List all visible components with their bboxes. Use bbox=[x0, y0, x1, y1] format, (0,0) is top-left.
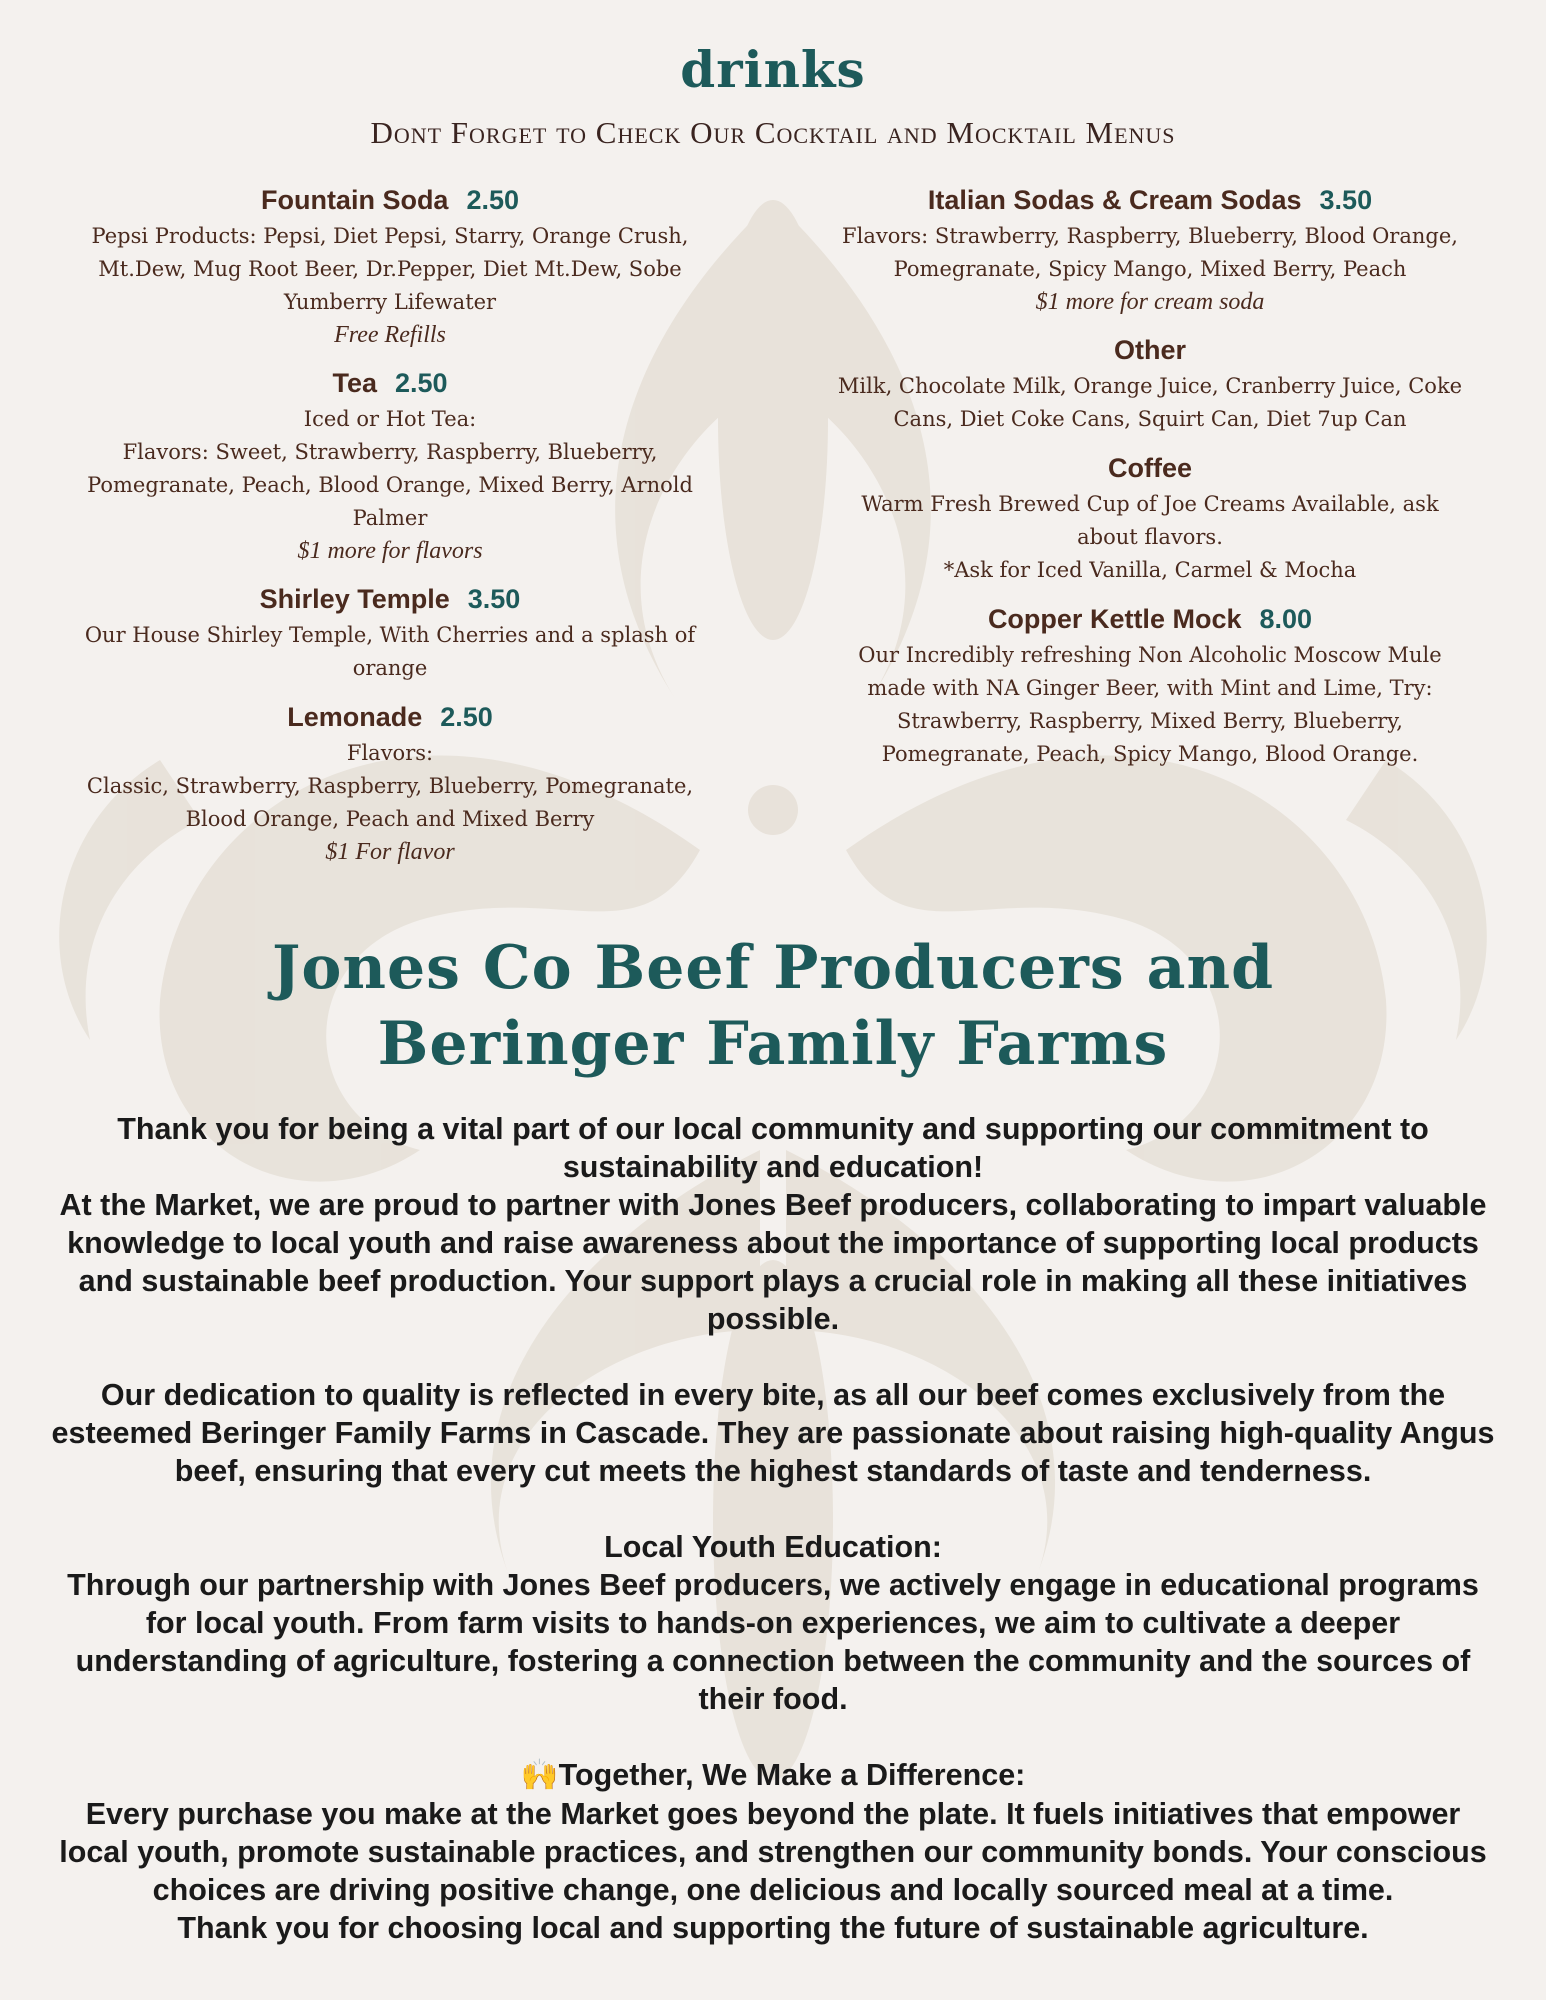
menu-item-header bbox=[60, 579, 720, 619]
menu-item-description: made with NA Ginger Beer, with Mint and Lime, Try: bbox=[867, 676, 1433, 700]
difference-heading: 🙌Together, We Make a Difference: bbox=[520, 1758, 1026, 1793]
menu-item bbox=[60, 180, 720, 351]
menu-item-description: Warm Fresh Brewed Cup of Joe Creams Available, ask bbox=[861, 492, 1439, 516]
about-text-line: choices are driving positive change, one delicious and locally sourced meal at a time. bbox=[152, 1873, 1394, 1907]
menu-item-name: Shirley Temple bbox=[259, 584, 450, 614]
about-paragraph-difference bbox=[30, 1756, 1516, 1947]
partners-heading-line: Beringer Family Farms bbox=[377, 1009, 1169, 1079]
menu-item-description: Iced or Hot Tea: bbox=[303, 407, 477, 431]
menu-item-description: Strawberry, Raspberry, Mixed Berry, Blueberry, bbox=[897, 709, 1403, 733]
menu-item-header bbox=[810, 180, 1490, 220]
drinks-subtitle: Dont Forget to Check Our Cocktail and Mocktail Menus bbox=[370, 115, 1176, 150]
menu-item bbox=[60, 697, 720, 868]
about-text-line: beef, ensuring that every cut meets the highest standards of taste and tenderness. bbox=[174, 1454, 1372, 1488]
about-text-line: Thank you for choosing local and supporting the future of sustainable agriculture. bbox=[177, 1911, 1369, 1945]
partners-heading-line: Jones Co Beef Producers and bbox=[271, 933, 1275, 1003]
menu-item-description: Palmer bbox=[352, 506, 428, 530]
drinks-heading: drinks bbox=[680, 40, 866, 99]
menu-item-header bbox=[60, 697, 720, 737]
about-text-line: At the Market, we are proud to partner with Jones Beef producers, collaborating to impart valuable bbox=[59, 1188, 1487, 1222]
menu-item-description: about flavors. bbox=[1077, 525, 1223, 549]
menu-item-note: $1 For flavor bbox=[325, 839, 455, 865]
menu-item bbox=[60, 579, 720, 685]
menu-item-name: Italian Sodas & Cream Sodas bbox=[927, 185, 1302, 215]
menu-item-name: Coffee bbox=[1107, 453, 1192, 483]
menu-item-description: *Ask for Iced Vanilla, Carmel & Mocha bbox=[943, 558, 1357, 582]
about-paragraph-quality bbox=[30, 1376, 1516, 1490]
drinks-left-column bbox=[60, 180, 720, 880]
about-text-line: local youth, promote sustainable practices, and strengthen our community bonds. Your conscious bbox=[59, 1835, 1487, 1869]
menu-item-name: Tea bbox=[332, 368, 377, 398]
about-text-line: Our dedication to quality is reflected in every bite, as all our beef comes exclusively from the bbox=[100, 1378, 1446, 1412]
menu-item-price: 3.50 bbox=[467, 584, 521, 614]
partners-heading bbox=[0, 930, 1546, 1082]
menu-item bbox=[810, 599, 1490, 771]
menu-item-description: Milk, Chocolate Milk, Orange Juice, Cranberry Juice, Coke bbox=[837, 374, 1463, 398]
raised-hands-icon: 🙌 bbox=[520, 1758, 559, 1793]
about-paragraph-youth bbox=[30, 1528, 1516, 1718]
menu-item-header bbox=[810, 330, 1490, 370]
menu-item-name: Copper Kettle Mock bbox=[987, 604, 1242, 634]
menu-item-header bbox=[810, 448, 1490, 488]
menu-item bbox=[810, 330, 1490, 436]
about-paragraph-thanks bbox=[30, 1110, 1516, 1338]
about-text-line: for local youth. From farm visits to hands-on experiences, we aim to cultivate a deeper bbox=[145, 1606, 1401, 1640]
menu-item bbox=[810, 448, 1490, 587]
menu-item-name: Other bbox=[1113, 335, 1186, 365]
menu-item-note: $1 more for flavors bbox=[297, 538, 483, 564]
menu-item-description: Flavors: Sweet, Strawberry, Raspberry, Blueberry, bbox=[122, 440, 658, 464]
about-text-line: possible. bbox=[706, 1302, 840, 1336]
drinks-right-column bbox=[810, 180, 1490, 783]
menu-item-description: orange bbox=[352, 656, 428, 680]
about-text-line: Thank you for being a vital part of our local community and supporting our commitment to bbox=[117, 1112, 1429, 1146]
menu-item-header bbox=[60, 180, 720, 220]
menu-item-price: 2.50 bbox=[440, 702, 493, 732]
menu-item-note: $1 more for cream soda bbox=[1035, 289, 1265, 315]
menu-item bbox=[810, 180, 1490, 318]
about-text-line: Every purchase you make at the Market goes beyond the plate. It fuels initiatives that empower bbox=[85, 1797, 1461, 1831]
about-text-line: their food. bbox=[698, 1682, 848, 1716]
about-text-line: Through our partnership with Jones Beef producers, we actively engage in educational programs bbox=[67, 1568, 1479, 1602]
menu-item-price: 3.50 bbox=[1319, 185, 1373, 215]
about-text-line: knowledge to local youth and raise awareness about the importance of supporting local products bbox=[67, 1226, 1479, 1260]
menu-item bbox=[60, 363, 720, 567]
about-text-line: Local Youth Education: bbox=[604, 1530, 942, 1564]
menu-item-description: Pomegranate, Spicy Mango, Mixed Berry, Peach bbox=[893, 257, 1407, 281]
menu-item-header bbox=[810, 599, 1490, 639]
menu-item-description: Yumberry Lifewater bbox=[283, 290, 497, 314]
menu-item-description: Flavors: bbox=[346, 741, 434, 765]
about-section bbox=[30, 1110, 1516, 1947]
about-text-line: sustainability and education! bbox=[562, 1150, 984, 1184]
menu-item-note: Free Refills bbox=[334, 322, 446, 348]
menu-item-name: Fountain Soda bbox=[260, 185, 449, 215]
menu-item-price: 2.50 bbox=[466, 185, 520, 215]
about-text-line: esteemed Beringer Family Farms in Cascade. They are passionate about raising high-quality Angus bbox=[51, 1416, 1495, 1450]
menu-item-description: Flavors: Strawberry, Raspberry, Blueberry, Blood Orange, bbox=[842, 224, 1458, 248]
menu-item-description: Pomegranate, Peach, Spicy Mango, Blood Orange. bbox=[881, 742, 1419, 766]
menu-item-description: Pomegranate, Peach, Blood Orange, Mixed Berry, Arnold bbox=[87, 473, 693, 497]
menu-item-description: Classic, Strawberry, Raspberry, Blueberry, Pomegranate, bbox=[86, 774, 694, 798]
menu-item-description: Pepsi Products: Pepsi, Diet Pepsi, Starry, Orange Crush, bbox=[91, 224, 689, 248]
menu-item-description: Our Incredibly refreshing Non Alcoholic Moscow Mule bbox=[858, 643, 1442, 667]
menu-item-price: 2.50 bbox=[394, 368, 448, 398]
menu-item-description: Our House Shirley Temple, With Cherries and a splash of bbox=[84, 623, 696, 647]
menu-item-description: Blood Orange, Peach and Mixed Berry bbox=[185, 807, 595, 831]
about-text-line: understanding of agriculture, fostering a connection between the community and the sources of bbox=[75, 1644, 1471, 1678]
menu-item-price: 8.00 bbox=[1259, 604, 1313, 634]
menu-item-description: Cans, Diet Coke Cans, Squirt Can, Diet 7up Can bbox=[893, 407, 1407, 431]
about-text-line: and sustainable beef production. Your support plays a crucial role in making all these initiatives bbox=[78, 1264, 1468, 1298]
menu-item-description: Mt.Dew, Mug Root Beer, Dr.Pepper, Diet Mt.Dew, Sobe bbox=[98, 257, 682, 281]
menu-item-name: Lemonade bbox=[287, 702, 423, 732]
menu-item-header bbox=[60, 363, 720, 403]
